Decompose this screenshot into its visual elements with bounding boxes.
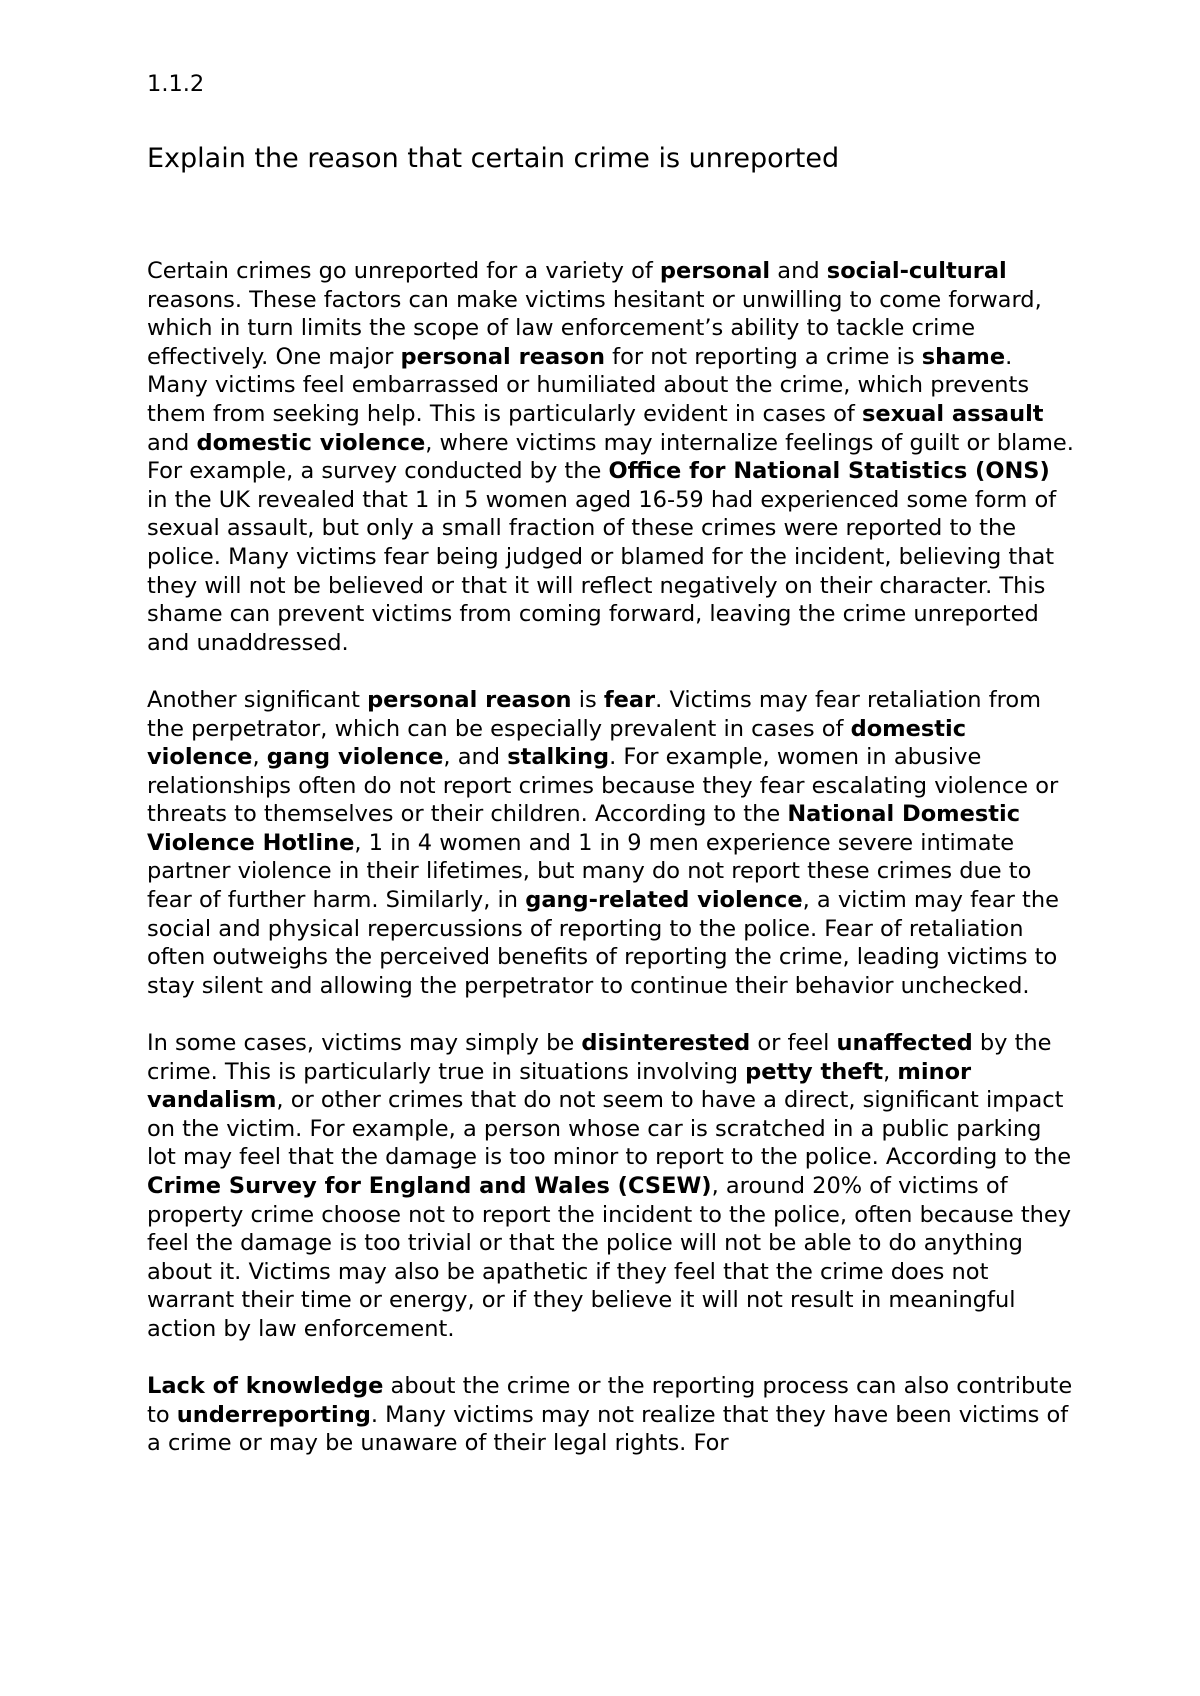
text-run: , where victims may internalize feelings of guilt or blame. For example, a survey conducted by the bbox=[147, 429, 1074, 485]
text-run: In some cases, victims may simply be bbox=[147, 1030, 582, 1057]
bold-term: gang violence bbox=[266, 744, 444, 771]
paragraph bbox=[147, 1029, 1077, 1344]
bold-term: personal bbox=[659, 258, 771, 284]
text-run: Certain crimes go unreported for a variety of bbox=[147, 258, 660, 284]
bold-term: underreporting bbox=[176, 1401, 371, 1428]
text-run: or feel bbox=[750, 1030, 837, 1057]
text-run: . Many victims feel embarrassed or humiliated about the crime, which prevents them from seeking help. This is particularly evident in cases of bbox=[147, 343, 1030, 427]
bold-term: Crime Survey for England and Wales (CSEW) bbox=[147, 1173, 712, 1199]
page-title: Explain the reason that certain crime is unreported bbox=[147, 143, 840, 174]
text-run: about the crime or the reporting process can also contribute to bbox=[147, 1373, 1073, 1428]
text-run: , bbox=[252, 744, 267, 771]
text-run: , around 20% of victims of property crime choose not to report the incident to the police, often because they feel the damage is too trivial or that the police will not be able to do anything about it. Victims may also be apathetic if they feel that the crime does not warrant their time or energy, or if they believe it will not result in meaningful action by law enforcement. bbox=[147, 1173, 1072, 1342]
text-run: by the crime. This is particularly true in situations involving bbox=[147, 1030, 1052, 1085]
paragraph bbox=[147, 257, 1077, 657]
section-number: 1.1.2 bbox=[147, 71, 205, 97]
document-content bbox=[147, 70, 1077, 1487]
bold-term: shame bbox=[921, 343, 1006, 370]
bold-term: social-cultural bbox=[826, 258, 1007, 284]
bold-term: domestic violence bbox=[196, 429, 426, 456]
text-run: , bbox=[883, 1058, 898, 1085]
bold-term: Office for National Statistics (ONS) bbox=[608, 458, 1050, 485]
bold-term: gang-related violence bbox=[525, 887, 803, 914]
text-run: and bbox=[770, 258, 827, 284]
text-run: is bbox=[571, 686, 604, 713]
text-run: reasons. These factors can make victims hesitant or unwilling to come forward, which in turn limits the scope of law enforcement’s ability to tackle crime effectively. One major bbox=[147, 286, 1042, 370]
bold-term: fear bbox=[603, 686, 656, 713]
paragraph bbox=[147, 1372, 1077, 1458]
text-run: , 1 in 4 women and 1 in 9 men experience severe intimate partner violence in their lifetimes, but many do not report these crimes due to fear of further harm. Similarly, in bbox=[147, 829, 1032, 914]
text-run: , and bbox=[443, 744, 508, 771]
bold-term: disinterested bbox=[581, 1030, 751, 1057]
bold-term: minor vandalism bbox=[147, 1058, 972, 1114]
text-run: , or other crimes that do not seem to have a direct, significant impact on the victim. For example, a person whose car is scratched in a public parking lot may feel that the damage is too minor to report to the police. According to the bbox=[147, 1087, 1072, 1171]
text-run: and bbox=[147, 429, 197, 456]
text-run: for not reporting a crime is bbox=[605, 343, 922, 370]
document-body bbox=[147, 257, 1077, 1458]
bold-term: National Domestic Violence Hotline bbox=[147, 801, 1021, 856]
bold-term: stalking bbox=[507, 744, 610, 771]
text-run: in the UK revealed that 1 in 5 women aged 16-59 had experienced some form of sexual assault, but only a small fraction of these crimes were reported to the police. Many victims fear being judged or blamed for the incident, believing that they will not be believed or that it will reflect negatively on their character. This shame can prevent victims from coming forward, leaving the crime unreported and unaddressed. bbox=[147, 486, 1057, 656]
text-run: , a victim may fear the social and physical repercussions of reporting to the police. Fear of retaliation often outweighs the perceived benefits of reporting the crime, leading victims to stay silent and allowing the perpetrator to continue their behavior unchecked. bbox=[147, 887, 1059, 999]
bold-term: petty theft bbox=[745, 1058, 884, 1085]
text-run: . Many victims may not realize that they have been victims of a crime or may be unaware of their legal rights. For bbox=[147, 1401, 1069, 1457]
paragraph bbox=[147, 686, 1077, 1001]
text-run: Another significant bbox=[147, 686, 368, 713]
bold-term: unaffected bbox=[836, 1030, 973, 1057]
text-run: . Victims may fear retaliation from the perpetrator, which can be especially prevalent in cases of bbox=[147, 686, 1042, 742]
bold-term: sexual assault bbox=[862, 400, 1044, 427]
bold-term: personal reason bbox=[400, 343, 606, 370]
text-run: . For example, women in abusive relationships often do not report crimes because they fear escalating violence or threats to themselves or their children. According to the bbox=[147, 744, 1059, 828]
bold-term: personal reason bbox=[367, 686, 572, 713]
bold-term: domestic violence bbox=[147, 715, 967, 771]
bold-term: Lack of knowledge bbox=[147, 1373, 384, 1400]
